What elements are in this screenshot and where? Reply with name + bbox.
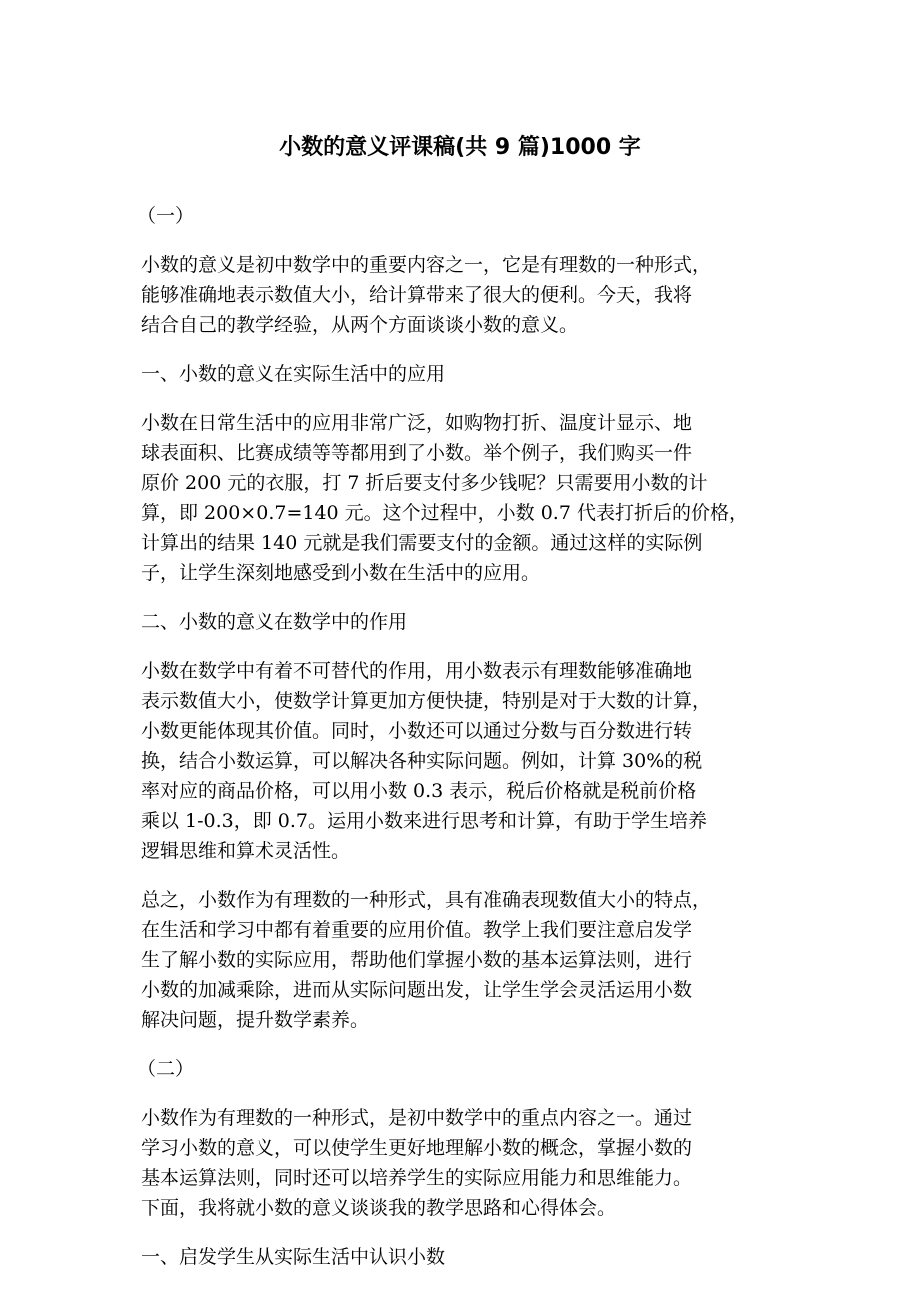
document-title: 小数的意义评课稿(共 9 篇)1000 字 (279, 135, 641, 160)
text-line: 生了解小数的实际应用，帮助他们掌握小数的基本运算法则，进行 (141, 949, 693, 971)
text-line: 小数在日常生活中的应用非常广泛，如购物打折、温度计显示、地 (141, 412, 693, 434)
text-line: 换，结合小数运算，可以解决各种实际问题。例如，计算 30%的税 (141, 750, 703, 772)
heading-real-life-recognition (141, 1242, 801, 1272)
text-line: 球表面积、比赛成绩等等都用到了小数。举个例子，我们购买一件 (141, 442, 693, 464)
heading-math-role (141, 607, 801, 637)
text-line: 小数的意义是初中数学中的重要内容之一，它是有理数的一种形式， (141, 254, 712, 276)
text-line: 总之，小数作为有理数的一种形式，具有准确表现数值大小的特点， (141, 889, 712, 911)
text-line: 一、启发学生从实际生活中认识小数 (141, 1246, 446, 1268)
text-line: 小数在数学中有着不可替代的作用，用小数表示有理数能够准确地 (141, 660, 693, 682)
text-line: （二） (137, 1058, 195, 1080)
text-line: 能够准确地表示数值大小，给计算带来了很大的便利。今天，我将 (141, 284, 693, 306)
heading-life-application (141, 359, 801, 389)
text-line: 基本运算法则，同时还可以培养学生的实际应用能力和思维能力。 (141, 1167, 693, 1189)
text-line: 下面，我将就小数的意义谈谈我的教学思路和心得体会。 (141, 1197, 617, 1219)
section-label-one (137, 201, 801, 231)
text-line: 原价 200 元的衣服，打 7 折后要支付多少钱呢？只需要用小数的计 (141, 472, 708, 494)
paragraph-summary (141, 885, 801, 1035)
text-line: 计算出的结果 140 元就是我们需要支付的金额。通过这样的实际例 (141, 532, 703, 554)
text-line: 率对应的商品价格，可以用小数 0.3 表示，税后价格就是税前价格 (141, 780, 697, 802)
text-line: 二、小数的意义在数学中的作用 (141, 611, 408, 633)
text-line: 一、小数的意义在实际生活中的应用 (141, 363, 446, 385)
text-line: 算，即 200×0.7=140 元。这个过程中，小数 0.7 代表打折后的价格， (141, 502, 748, 524)
text-line: 解决问题，提升数学素养。 (141, 1009, 370, 1031)
text-line: 表示数值大小，使数学计算更加方便快捷，特别是对于大数的计算， (141, 690, 712, 712)
paragraph-life-application (141, 408, 801, 588)
text-line: 在生活和学习中都有着重要的应用价值。教学上我们要注意启发学 (141, 919, 693, 941)
paragraph-intro-two (141, 1103, 801, 1223)
text-line: （一） (137, 205, 195, 227)
text-line: 子，让学生深刻地感受到小数在生活中的应用。 (141, 562, 541, 584)
text-line: 小数作为有理数的一种形式，是初中数学中的重点内容之一。通过 (141, 1107, 693, 1129)
paragraph-math-role (141, 656, 801, 866)
document-body (137, 201, 801, 1291)
text-line: 小数更能体现其价值。同时，小数还可以通过分数与百分数进行转 (141, 720, 693, 742)
text-line: 逻辑思维和算术灵活性。 (141, 840, 351, 862)
text-line: 乘以 1-0.3，即 0.7。运用小数来进行思考和计算，有助于学生培养 (141, 810, 708, 832)
section-label-two (137, 1054, 801, 1084)
text-line: 结合自己的教学经验，从两个方面谈谈小数的意义。 (141, 314, 579, 336)
text-line: 小数的加减乘除，进而从实际问题出发，让学生学会灵活运用小数 (141, 979, 693, 1001)
paragraph-intro-one (141, 250, 801, 340)
text-line: 学习小数的意义，可以使学生更好地理解小数的概念，掌握小数的 (141, 1137, 693, 1159)
